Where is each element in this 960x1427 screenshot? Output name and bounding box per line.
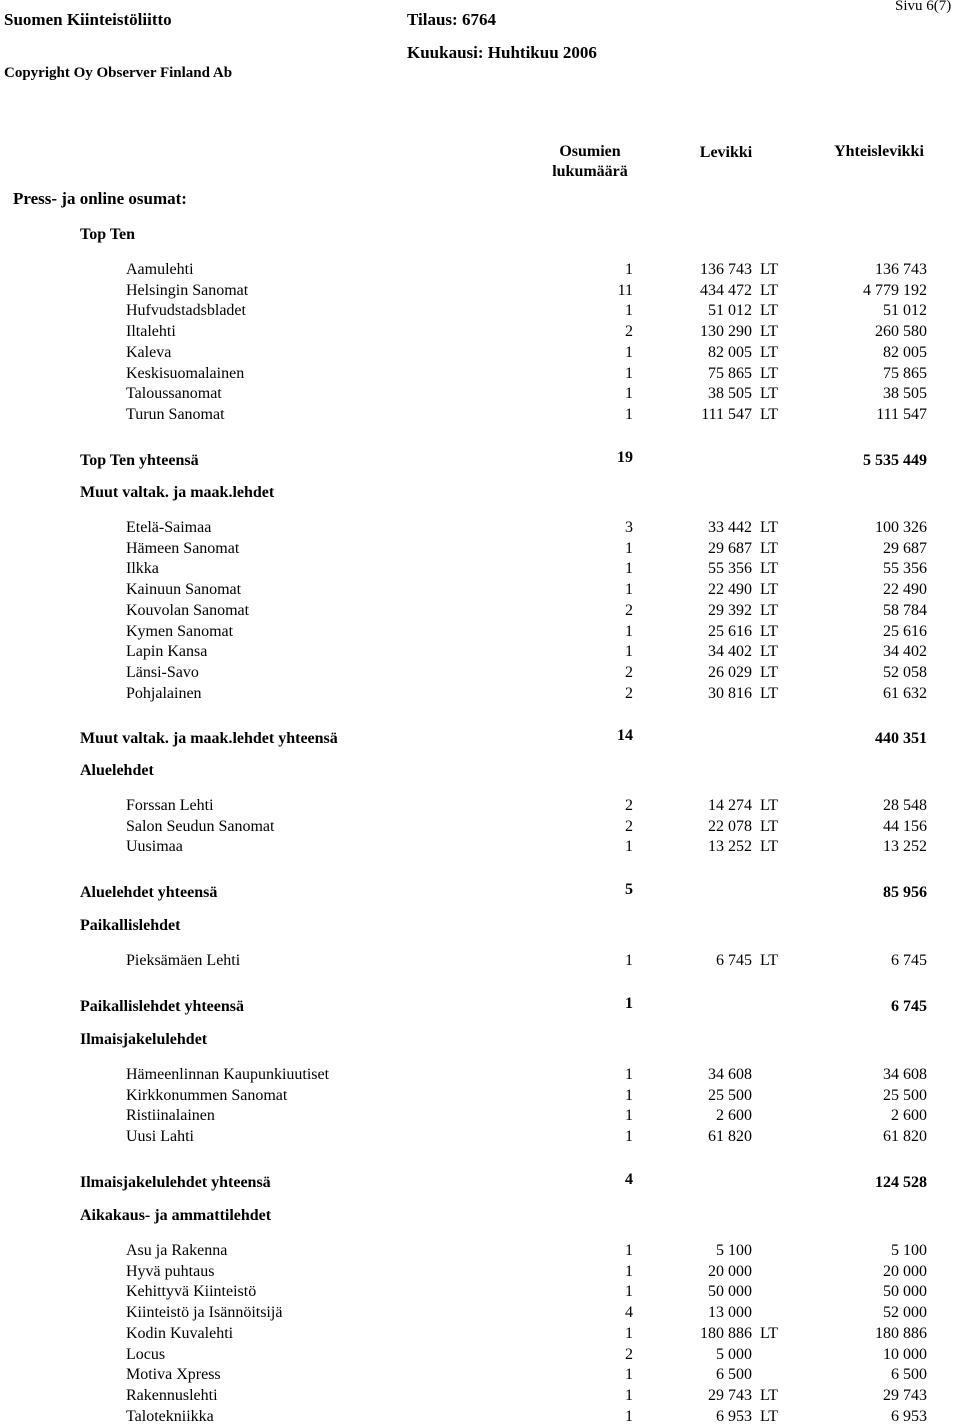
- column-header-circulation: Levikki: [699, 144, 753, 161]
- publication-name: Hämeen Sanomat: [126, 539, 240, 557]
- circulation-flag: LT: [760, 281, 779, 299]
- total-circulation: 111 547: [876, 405, 927, 423]
- circulation: 14 274: [708, 797, 752, 814]
- total-circulation: 29 687: [883, 539, 927, 557]
- circulation: 75 865: [708, 364, 752, 382]
- publication-name: Uusi Lahti: [126, 1128, 194, 1146]
- table-row: [0, 259, 960, 280]
- hit-count: 1: [625, 1366, 633, 1384]
- publication-name: Kainuun Sanomat: [126, 581, 242, 599]
- section-total-count: 4: [625, 1170, 633, 1188]
- section-title: Aikakaus- ja ammattilehdet: [80, 1207, 272, 1224]
- hit-count: 11: [617, 281, 633, 299]
- total-circulation: 75 865: [883, 364, 927, 382]
- column-header-count-line1: Osumien: [559, 143, 621, 160]
- circulation-flag: LT: [760, 519, 779, 536]
- total-circulation: 100 326: [875, 519, 927, 536]
- section-total-circulation: 5 535 449: [863, 451, 927, 469]
- publication-name: Kehittyvä Kiinteistö: [126, 1283, 257, 1301]
- section-total-label: Muut valtak. ja maak.lehdet yhteensä: [80, 730, 338, 748]
- hit-count: 2: [625, 817, 633, 835]
- total-circulation: 50 000: [883, 1283, 927, 1301]
- table-row: [0, 1364, 960, 1385]
- copyright-notice: Copyright Oy Observer Finland Ab: [4, 65, 233, 81]
- publication-name: Asu ja Rakenna: [126, 1242, 228, 1259]
- section-total-label: Aluelehdet yhteensä: [80, 884, 218, 902]
- total-circulation: 20 000: [883, 1262, 927, 1280]
- table-row: [0, 342, 960, 363]
- circulation-flag: LT: [760, 643, 779, 661]
- total-circulation: 6 953: [891, 1407, 927, 1425]
- total-circulation: 25 500: [883, 1086, 927, 1104]
- publication-name: Kodin Kuvalehti: [126, 1324, 234, 1342]
- hit-count: 2: [625, 601, 633, 619]
- total-circulation: 25 616: [883, 622, 927, 640]
- table-row: [0, 280, 960, 301]
- table-row: [0, 621, 960, 642]
- table-row: [0, 795, 960, 816]
- report-title: Press- ja online osumat:: [13, 189, 187, 208]
- section-total-label: Top Ten yhteensä: [80, 451, 199, 469]
- table-row: [0, 816, 960, 837]
- table-row: [0, 538, 960, 559]
- section-title: Paikallislehdet: [80, 917, 181, 934]
- circulation-flag: LT: [760, 663, 779, 681]
- section-total-row: [0, 995, 960, 1017]
- publication-name: Turun Sanomat: [126, 405, 225, 423]
- circulation: 25 500: [708, 1086, 752, 1104]
- table-row: [0, 558, 960, 579]
- table-row: [0, 662, 960, 683]
- hit-count: 1: [625, 539, 633, 557]
- circulation: 26 029: [708, 663, 752, 681]
- report-month: Kuukausi: Huhtikuu 2006: [407, 43, 597, 62]
- publication-name: Ristiinalainen: [126, 1107, 215, 1125]
- section-total-count: 14: [617, 727, 633, 745]
- circulation-flag: LT: [760, 581, 779, 599]
- table-row: [0, 683, 960, 704]
- publication-name: Salon Seudun Sanomat: [126, 817, 275, 835]
- section-total-label: Paikallislehdet yhteensä: [80, 997, 245, 1015]
- total-circulation: 5 100: [891, 1242, 927, 1259]
- total-circulation: 61 632: [883, 684, 927, 702]
- circulation: 6 953: [716, 1407, 752, 1425]
- table-row: [0, 836, 960, 857]
- publication-name: Pohjalainen: [126, 684, 202, 702]
- hit-count: 1: [625, 343, 633, 361]
- circulation: 29 687: [708, 539, 752, 557]
- total-circulation: 34 608: [883, 1066, 927, 1083]
- section-total-count: 19: [617, 448, 633, 466]
- total-circulation: 260 580: [875, 323, 927, 341]
- total-circulation: 58 784: [883, 601, 927, 619]
- table-row: [0, 579, 960, 600]
- table-row: [0, 1385, 960, 1406]
- total-circulation: 61 820: [883, 1128, 927, 1146]
- circulation-flag: LT: [760, 601, 779, 619]
- table-row: [0, 1281, 960, 1302]
- hit-count: 1: [625, 560, 633, 578]
- hit-count: 1: [625, 364, 633, 382]
- circulation: 22 078: [708, 817, 752, 835]
- hit-count: 1: [625, 405, 633, 423]
- hit-count: 1: [625, 581, 633, 599]
- table-row: [0, 1240, 960, 1261]
- publication-name: Kiinteistö ja Isännöitsijä: [126, 1304, 283, 1322]
- table-row: [0, 363, 960, 384]
- section-total-circulation: 85 956: [883, 884, 927, 902]
- publication-name: Kaleva: [126, 343, 172, 361]
- circulation-flag: LT: [760, 302, 779, 320]
- page-number: Sivu 6(7): [895, 0, 952, 14]
- total-circulation: 6 745: [891, 952, 927, 969]
- circulation: 38 505: [708, 385, 752, 403]
- publication-name: Locus: [126, 1345, 166, 1363]
- circulation-flag: LT: [760, 1407, 779, 1425]
- table-row: [0, 600, 960, 621]
- circulation: 434 472: [700, 281, 752, 299]
- section-total-row: [0, 727, 960, 749]
- total-circulation: 6 500: [891, 1366, 927, 1384]
- total-circulation: 38 505: [883, 385, 927, 403]
- total-circulation: 29 743: [883, 1386, 927, 1404]
- section-total-circulation: 124 528: [875, 1173, 927, 1191]
- section-title: Top Ten: [80, 226, 136, 243]
- hit-count: 1: [625, 1283, 633, 1301]
- circulation: 13 252: [708, 838, 752, 856]
- column-header-count: [540, 142, 640, 182]
- section-total-label: Ilmaisjakelulehdet yhteensä: [80, 1173, 271, 1191]
- publication-name: Taloussanomat: [126, 385, 222, 403]
- hit-count: 4: [625, 1304, 633, 1322]
- table-row: [0, 1406, 960, 1427]
- circulation-flag: LT: [760, 838, 779, 856]
- total-circulation: 13 252: [883, 838, 927, 856]
- hit-count: 1: [625, 302, 633, 320]
- publication-name: Kouvolan Sanomat: [126, 601, 250, 619]
- table-row: [0, 383, 960, 404]
- publication-name: Hyvä puhtaus: [126, 1262, 215, 1280]
- circulation: 55 356: [708, 560, 752, 578]
- hit-count: 1: [625, 622, 633, 640]
- table-row: [0, 517, 960, 538]
- section-total-count: 5: [625, 881, 633, 899]
- section-total-row: [0, 881, 960, 903]
- circulation: 34 608: [708, 1066, 752, 1083]
- total-circulation: 2 600: [891, 1107, 927, 1125]
- circulation-flag: LT: [760, 952, 779, 969]
- hit-count: 2: [625, 663, 633, 681]
- circulation-flag: LT: [760, 364, 779, 382]
- circulation-flag: LT: [760, 684, 779, 702]
- total-circulation: 82 005: [883, 343, 927, 361]
- hit-count: 1: [625, 261, 633, 278]
- hit-count: 1: [625, 1386, 633, 1404]
- circulation: 22 490: [708, 581, 752, 599]
- circulation: 29 743: [708, 1386, 752, 1404]
- circulation-flag: LT: [760, 539, 779, 557]
- publication-name: Iltalehti: [126, 323, 176, 341]
- company-name: Suomen Kiinteistöliitto: [4, 10, 172, 29]
- hit-count: 1: [625, 838, 633, 856]
- total-circulation: 51 012: [883, 302, 927, 320]
- hit-count: 1: [625, 385, 633, 403]
- circulation-flag: LT: [760, 560, 779, 578]
- total-circulation: 44 156: [883, 817, 927, 835]
- circulation: 180 886: [700, 1324, 752, 1342]
- hit-count: 2: [625, 797, 633, 814]
- circulation: 25 616: [708, 622, 752, 640]
- publication-name: Hämeenlinnan Kaupunkiuutiset: [126, 1066, 330, 1083]
- table-row: [0, 1261, 960, 1282]
- section-total-row: [0, 1171, 960, 1193]
- total-circulation: 136 743: [875, 261, 927, 278]
- circulation: 33 442: [708, 519, 752, 536]
- circulation: 51 012: [708, 302, 752, 320]
- publication-name: Etelä-Saimaa: [126, 519, 212, 536]
- publication-name: Pieksämäen Lehti: [126, 952, 241, 969]
- section-total-circulation: 6 745: [891, 997, 927, 1015]
- order-number: Tilaus: 6764: [407, 10, 496, 29]
- circulation: 29 392: [708, 601, 752, 619]
- circulation: 30 816: [708, 684, 752, 702]
- total-circulation: 52 058: [883, 663, 927, 681]
- publication-name: Helsingin Sanomat: [126, 281, 249, 299]
- publication-name: Motiva Xpress: [126, 1366, 221, 1384]
- circulation-flag: LT: [760, 622, 779, 640]
- publication-name: Rakennuslehti: [126, 1386, 218, 1404]
- hit-count: 2: [625, 1345, 633, 1363]
- total-circulation: 28 548: [883, 797, 927, 814]
- hit-count: 1: [625, 952, 633, 969]
- total-circulation: 22 490: [883, 581, 927, 599]
- section-title: Ilmaisjakelulehdet: [80, 1031, 208, 1048]
- hit-count: 2: [625, 323, 633, 341]
- total-circulation: 55 356: [883, 560, 927, 578]
- hit-count: 1: [625, 643, 633, 661]
- table-row: [0, 1105, 960, 1126]
- hit-count: 1: [625, 1086, 633, 1104]
- publication-name: Uusimaa: [126, 838, 183, 856]
- hit-count: 1: [625, 1066, 633, 1083]
- circulation: 130 290: [700, 323, 752, 341]
- table-row: [0, 950, 960, 971]
- section-total-row: [0, 449, 960, 471]
- publication-name: Ilkka: [126, 560, 159, 578]
- hit-count: 1: [625, 1407, 633, 1425]
- section-total-circulation: 440 351: [875, 730, 927, 748]
- total-circulation: 10 000: [883, 1345, 927, 1363]
- publication-name: Hufvudstadsbladet: [126, 302, 246, 320]
- circulation-flag: LT: [760, 797, 779, 814]
- hit-count: 3: [625, 519, 633, 536]
- circulation-flag: LT: [760, 405, 779, 423]
- circulation: 13 000: [708, 1304, 752, 1322]
- circulation-flag: LT: [760, 1386, 779, 1404]
- hit-count: 1: [625, 1262, 633, 1280]
- section-title: Aluelehdet: [80, 762, 154, 779]
- hit-count: 2: [625, 684, 633, 702]
- circulation-flag: LT: [760, 323, 779, 341]
- circulation: 136 743: [700, 261, 752, 278]
- circulation-flag: LT: [760, 1324, 779, 1342]
- circulation-flag: LT: [760, 261, 779, 278]
- table-row: [0, 1064, 960, 1085]
- publication-name: Kirkkonummen Sanomat: [126, 1086, 288, 1104]
- table-row: [0, 1302, 960, 1323]
- total-circulation: 180 886: [875, 1324, 927, 1342]
- publication-name: Länsi-Savo: [126, 663, 199, 681]
- table-row: [0, 404, 960, 425]
- publication-name: Keskisuomalainen: [126, 364, 245, 382]
- table-row: [0, 1126, 960, 1147]
- column-header-total: Yhteislevikki: [834, 143, 924, 160]
- publication-name: Talotekniikka: [126, 1407, 214, 1425]
- table-row: [0, 641, 960, 662]
- publication-name: Lapin Kansa: [126, 643, 208, 661]
- circulation: 20 000: [708, 1262, 752, 1280]
- total-circulation: 52 000: [883, 1304, 927, 1322]
- circulation: 6 500: [716, 1366, 752, 1384]
- circulation-flag: LT: [760, 385, 779, 403]
- hit-count: 1: [625, 1128, 633, 1146]
- section-total-count: 1: [625, 994, 633, 1012]
- publication-name: Kymen Sanomat: [126, 622, 234, 640]
- table-row: [0, 1323, 960, 1344]
- circulation: 2 600: [716, 1107, 752, 1125]
- circulation-flag: LT: [760, 817, 779, 835]
- publication-name: Forssan Lehti: [126, 797, 214, 814]
- circulation: 5 100: [716, 1242, 752, 1259]
- hit-count: 1: [625, 1242, 633, 1259]
- hit-count: 1: [625, 1107, 633, 1125]
- column-header-count-line2: lukumäärä: [552, 163, 628, 180]
- circulation: 34 402: [708, 643, 752, 661]
- publication-name: Aamulehti: [126, 261, 194, 278]
- hit-count: 1: [625, 1324, 633, 1342]
- circulation: 111 547: [701, 405, 752, 423]
- total-circulation: 34 402: [883, 643, 927, 661]
- circulation: 50 000: [708, 1283, 752, 1301]
- total-circulation: 4 779 192: [863, 281, 927, 299]
- circulation: 6 745: [716, 952, 752, 969]
- circulation: 5 000: [716, 1345, 752, 1363]
- section-title: Muut valtak. ja maak.lehdet: [80, 484, 275, 501]
- circulation: 61 820: [708, 1128, 752, 1146]
- circulation-flag: LT: [760, 343, 779, 361]
- circulation: 82 005: [708, 343, 752, 361]
- table-row: [0, 1344, 960, 1365]
- table-row: [0, 300, 960, 321]
- table-row: [0, 1085, 960, 1106]
- table-row: [0, 321, 960, 342]
